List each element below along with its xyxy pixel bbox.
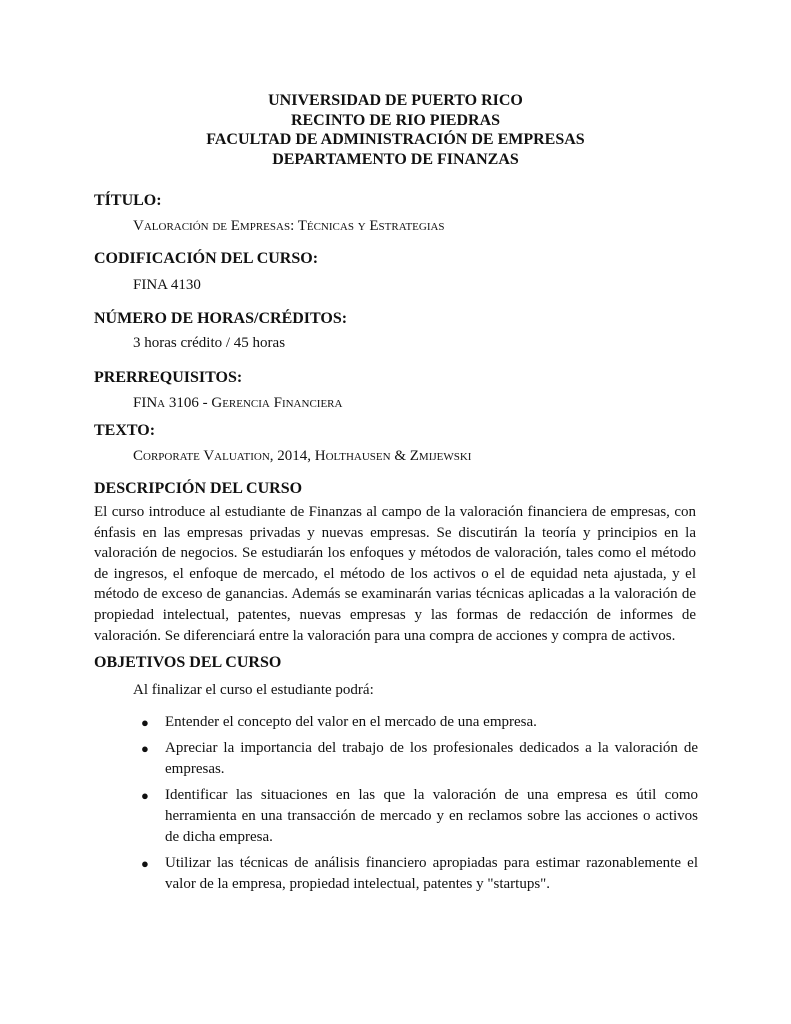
prerrequisitos-value: FINa 3106 - Gerencia Financiera [133, 395, 343, 411]
objetivo-text: Identificar las situaciones en las que la valoración de una empresa es útil como herramienta en una transacción de mercado y en reclamos sobre las acciones o activos de dicha empresa. [165, 787, 698, 845]
horas-heading: NÚMERO DE HORAS/CRÉDITOS: [94, 310, 348, 327]
faculty-name: FACULTAD DE ADMINISTRACIÓN DE EMPRESAS [206, 131, 585, 148]
objetivo-text: Utilizar las técnicas de análisis financiero apropiadas para estimar razonablemente el valor de la empresa, propiedad intelectual, patentes y "startups". [165, 855, 698, 892]
list-item [133, 712, 698, 733]
university-name: UNIVERSIDAD DE PUERTO RICO [268, 92, 523, 109]
list-item [133, 785, 698, 848]
list-item [133, 853, 698, 895]
department-name: DEPARTAMENTO DE FINANZAS [272, 150, 519, 168]
objetivos-intro: Al finalizar el curso el estudiante podrá: [133, 682, 374, 698]
texto-value: Corporate Valuation, 2014, Holthausen & Zmijewski [133, 448, 472, 464]
list-item [133, 738, 698, 780]
codificacion-heading: CODIFICACIÓN DEL CURSO: [94, 250, 319, 267]
codificacion-value: FINA 4130 [133, 277, 201, 293]
bullet-icon: ● [141, 856, 149, 871]
bullet-icon: ● [141, 741, 149, 756]
objetivos-list [133, 712, 698, 900]
horas-value: 3 horas crédito / 45 horas [133, 335, 286, 351]
objetivos-heading: OBJETIVOS DEL CURSO [94, 654, 282, 671]
descripcion-body: El curso introduce al estudiante de Finanzas al campo de la valoración financiera de empresas, con énfasis en las empresas privadas y nuevas empresas. Se discutirán la teoría y principios en la valoración de negocios. Se estudiarán los enfoques y métodos de valoración, tales como el método de ingresos, el enfoque de mercado, el método de los activos o el de equidad neta ajustada, y el método de exceso de ganancias. Además se examinarán varias técnicas aplicadas a la valoración de propiedad intelectual, patentes, nuevas empresas y las formas de redacción de informes de valoración. Se diferenciará entre la valoración para una compra de acciones y compra de activos. [94, 504, 696, 644]
campus-name: RECINTO DE RIO PIEDRAS [290, 111, 501, 129]
objetivo-text: Apreciar la importancia del trabajo de los profesionales dedicados a la valoración de empresas. [165, 740, 698, 777]
descripcion-heading: DESCRIPCIÓN DEL CURSO [94, 480, 303, 497]
titulo-heading: TÍTULO: [94, 192, 162, 209]
document-header [0, 91, 791, 169]
texto-heading: TEXTO: [94, 422, 156, 439]
objetivo-text: Entender el concepto del valor en el mercado de una empresa. [165, 714, 537, 730]
prerrequisitos-heading: PRERREQUISITOS: [94, 369, 243, 386]
bullet-icon: ● [141, 788, 149, 803]
bullet-icon: ● [141, 715, 149, 730]
titulo-value: Valoración de Empresas: Técnicas y Estrategias [133, 218, 445, 234]
